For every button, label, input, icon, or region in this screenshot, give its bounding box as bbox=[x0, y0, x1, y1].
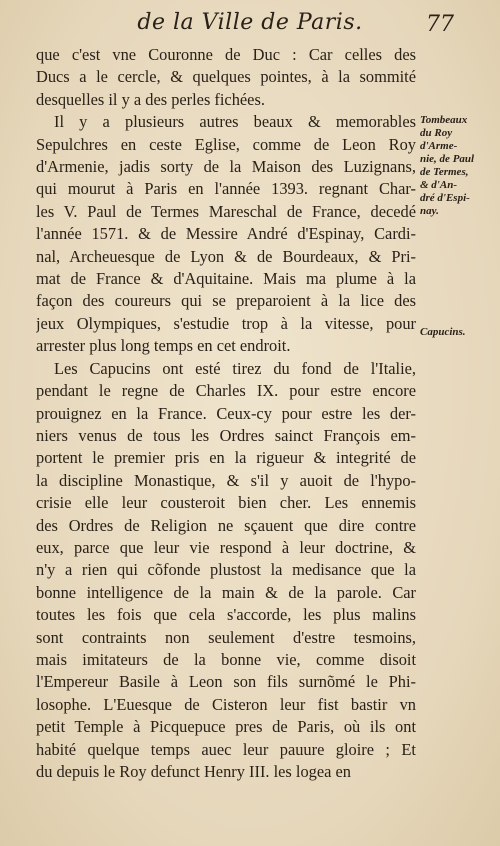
text-line: les V. Paul de Termes Mareschal de France, decedé bbox=[36, 201, 416, 221]
text-line: portent le premier pris en la rigueur & integrité de bbox=[36, 448, 416, 468]
text-line: mat de France & d'Aquitaine. Mais ma plume à la bbox=[36, 269, 416, 289]
margin-note-line: nie, de Paul bbox=[420, 153, 475, 165]
text-line: desquelles il y a des perles fichées. bbox=[36, 89, 265, 109]
text-line: habité quelque temps auec leur pauure gloire ; Et bbox=[36, 739, 416, 759]
page-number: 77 bbox=[426, 12, 454, 37]
text-line: l'année 1571. & de Messire André d'Espinay, Cardi- bbox=[36, 224, 416, 244]
text-line: losophe. L'Euesque de Cisteron leur fist bastir vn bbox=[36, 694, 416, 714]
text-line: crisie elle leur cousteroit bien cher. Les ennemis bbox=[36, 493, 416, 513]
margin-note-line: & d'An- bbox=[420, 179, 457, 191]
margin-note-capucins bbox=[420, 326, 494, 339]
margin-note-line: d'Arme- bbox=[420, 140, 458, 152]
text-line: des Ordres de Religion ne sçauent que dire contre bbox=[36, 515, 416, 535]
text-line: du depuis le Roy defunct Henry III. les logea en bbox=[36, 762, 351, 781]
margin-note-line: dré d'Espi- bbox=[420, 192, 470, 204]
text-line: n'y a rien qui cõfonde plustost la medisance que la bbox=[36, 560, 416, 580]
text-line: la discipline Monastique, & s'il y auoit de l'hypo- bbox=[36, 470, 416, 490]
margin-note-line: Tombeaux bbox=[420, 114, 468, 126]
text-line: qui mourut à Paris en l'année 1393. regnant Char- bbox=[36, 179, 416, 199]
text-line: d'Armenie, jadis sorty de la Maison des Luzignans, bbox=[36, 157, 416, 177]
margin-note-line: du Roy bbox=[420, 127, 453, 139]
text-line: mais imitateurs de la bonne vie, comme disoit bbox=[36, 649, 416, 669]
margin-note-tombs bbox=[420, 114, 494, 218]
text-line: Il y a plusieurs autres beaux & memorables bbox=[54, 112, 416, 132]
text-line: façon des coureurs qui se preparoient à la lice des bbox=[36, 291, 416, 311]
text-line: nal, Archeuesque de Lyon & de Bourdeaux, & Pri- bbox=[36, 246, 416, 266]
text-line: eux, parce que leur vie respond à leur doctrine, & bbox=[36, 537, 416, 557]
text-line: que c'est vne Couronne de Duc : Car celles des bbox=[36, 45, 416, 64]
text-line: sont contraints non seulement d'estre tesmoins, bbox=[36, 627, 416, 647]
text-line: Les Capucins ont esté tirez du fond de l'Italie, bbox=[54, 358, 416, 378]
text-line: bonne intelligence de la main & de la parole. Car bbox=[36, 582, 416, 602]
text-line: toutes les fois que cela s'accorde, les plus malins bbox=[36, 605, 416, 625]
running-title: de la Ville de Paris. bbox=[137, 10, 363, 35]
text-line: arrester plus long temps en cet endroit. bbox=[36, 336, 291, 356]
text-line: Ducs a le cercle, & quelques pointes, à la sommité bbox=[36, 67, 416, 87]
text-line: petit Temple à Picquepuce pres de Paris, où ils ont bbox=[36, 717, 416, 737]
margin-note-line: de Termes, bbox=[420, 166, 469, 178]
text-line: jeux Olympiques, s'estudie trop à la vitesse, pour bbox=[36, 313, 416, 333]
text-line: niers venus de tous les Ordres sainct François em- bbox=[36, 425, 416, 445]
text-line: Sepulchres en ceste Eglise, comme de Leon Roy bbox=[36, 134, 416, 154]
text-line: pendant le regne de Charles IX. pour estre encore bbox=[36, 381, 416, 401]
text-line: prouignez en la France. Ceux-cy pour estre les der- bbox=[36, 403, 416, 423]
text-line: l'Empereur Basile à Leon son fils surnõmé le Phi- bbox=[36, 672, 416, 692]
margin-note-line: Capucins. bbox=[420, 326, 466, 338]
margin-note-line: nay. bbox=[420, 205, 439, 217]
body-text bbox=[36, 44, 416, 783]
